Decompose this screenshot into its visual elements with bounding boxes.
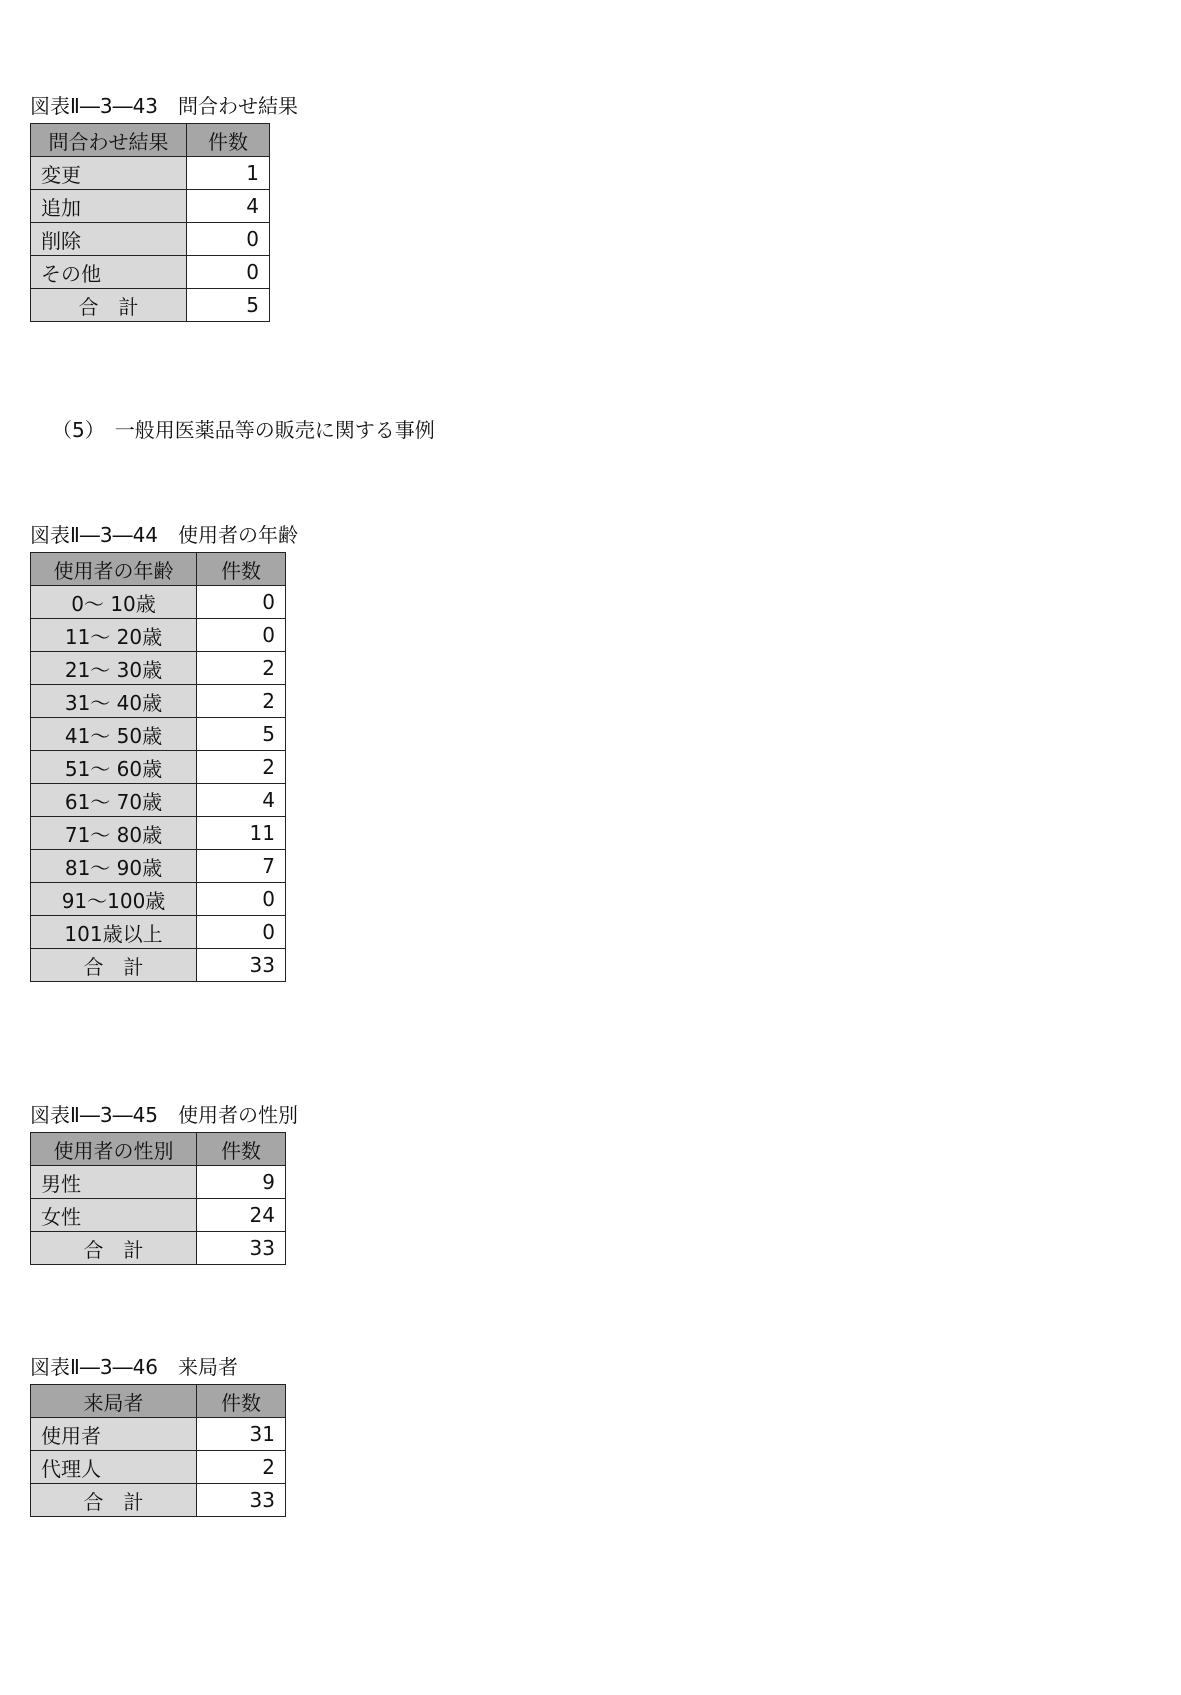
column-header-count: 件数 (197, 553, 286, 586)
table-header-row (31, 1385, 286, 1418)
table-row (31, 784, 286, 817)
table-row (31, 652, 286, 685)
table-row (31, 916, 286, 949)
row-value: 4 (187, 190, 270, 223)
row-label: 使用者 (31, 1418, 197, 1451)
column-header-category: 問合わせ結果 (31, 124, 187, 157)
table-row (31, 1199, 286, 1232)
table-row (31, 1418, 286, 1451)
row-value: 0 (197, 619, 286, 652)
total-row (31, 949, 286, 982)
total-value: 33 (197, 1232, 286, 1265)
row-value: 1 (187, 157, 270, 190)
row-value: 2 (197, 751, 286, 784)
table-row (31, 157, 270, 190)
total-value: 33 (197, 949, 286, 982)
row-label: 男性 (31, 1166, 197, 1199)
table-45-caption: 図表Ⅱ―3―45 使用者の性別 (30, 1103, 299, 1127)
row-label: その他 (31, 256, 187, 289)
total-row (31, 289, 270, 322)
total-value: 33 (197, 1484, 286, 1517)
table-row (31, 190, 270, 223)
table-44 (30, 552, 286, 982)
table-43-caption: 図表Ⅱ―3―43 問合わせ結果 (30, 94, 299, 118)
row-value: 2 (197, 652, 286, 685)
table-row (31, 685, 286, 718)
row-label: 81～ 90歳 (31, 850, 197, 883)
column-header-count: 件数 (197, 1385, 286, 1418)
row-label: 61～ 70歳 (31, 784, 197, 817)
table-row (31, 619, 286, 652)
column-header-count: 件数 (197, 1133, 286, 1166)
row-value: 11 (197, 817, 286, 850)
table-46-caption: 図表Ⅱ―3―46 来局者 (30, 1355, 239, 1379)
row-label: 71～ 80歳 (31, 817, 197, 850)
table-row (31, 883, 286, 916)
column-header-count: 件数 (187, 124, 270, 157)
table-row (31, 1451, 286, 1484)
row-value: 0 (197, 586, 286, 619)
table-43 (30, 123, 270, 322)
table-45 (30, 1132, 286, 1265)
row-value: 2 (197, 685, 286, 718)
column-header-category: 使用者の年齢 (31, 553, 197, 586)
total-row (31, 1232, 286, 1265)
total-label: 合 計 (31, 1232, 197, 1265)
column-header-category: 来局者 (31, 1385, 197, 1418)
row-value: 0 (197, 883, 286, 916)
row-label: 女性 (31, 1199, 197, 1232)
row-value: 4 (197, 784, 286, 817)
row-value: 5 (197, 718, 286, 751)
table-row (31, 850, 286, 883)
table-row (31, 751, 286, 784)
table-row (31, 817, 286, 850)
table-46 (30, 1384, 286, 1517)
row-value: 2 (197, 1451, 286, 1484)
table-44-caption: 図表Ⅱ―3―44 使用者の年齢 (30, 523, 299, 547)
row-label: 11～ 20歳 (31, 619, 197, 652)
row-label: 0～ 10歳 (31, 586, 197, 619)
row-value: 31 (197, 1418, 286, 1451)
row-value: 24 (197, 1199, 286, 1232)
total-label: 合 計 (31, 949, 197, 982)
table-row (31, 223, 270, 256)
table-row (31, 256, 270, 289)
row-label: 101歳以上 (31, 916, 197, 949)
row-label: 51～ 60歳 (31, 751, 197, 784)
section-heading: （5） 一般用医薬品等の販売に関する事例 (52, 418, 435, 442)
row-label: 31～ 40歳 (31, 685, 197, 718)
total-row (31, 1484, 286, 1517)
row-value: 0 (187, 223, 270, 256)
table-row (31, 586, 286, 619)
row-value: 0 (187, 256, 270, 289)
table-header-row (31, 553, 286, 586)
table-row (31, 1166, 286, 1199)
row-value: 0 (197, 916, 286, 949)
row-label: 21～ 30歳 (31, 652, 197, 685)
column-header-category: 使用者の性別 (31, 1133, 197, 1166)
row-label: 削除 (31, 223, 187, 256)
row-value: 9 (197, 1166, 286, 1199)
row-label: 変更 (31, 157, 187, 190)
table-row (31, 718, 286, 751)
total-label: 合 計 (31, 289, 187, 322)
row-label: 追加 (31, 190, 187, 223)
table-header-row (31, 124, 270, 157)
row-label: 91～100歳 (31, 883, 197, 916)
row-label: 代理人 (31, 1451, 197, 1484)
table-header-row (31, 1133, 286, 1166)
row-label: 41～ 50歳 (31, 718, 197, 751)
row-value: 7 (197, 850, 286, 883)
total-label: 合 計 (31, 1484, 197, 1517)
total-value: 5 (187, 289, 270, 322)
